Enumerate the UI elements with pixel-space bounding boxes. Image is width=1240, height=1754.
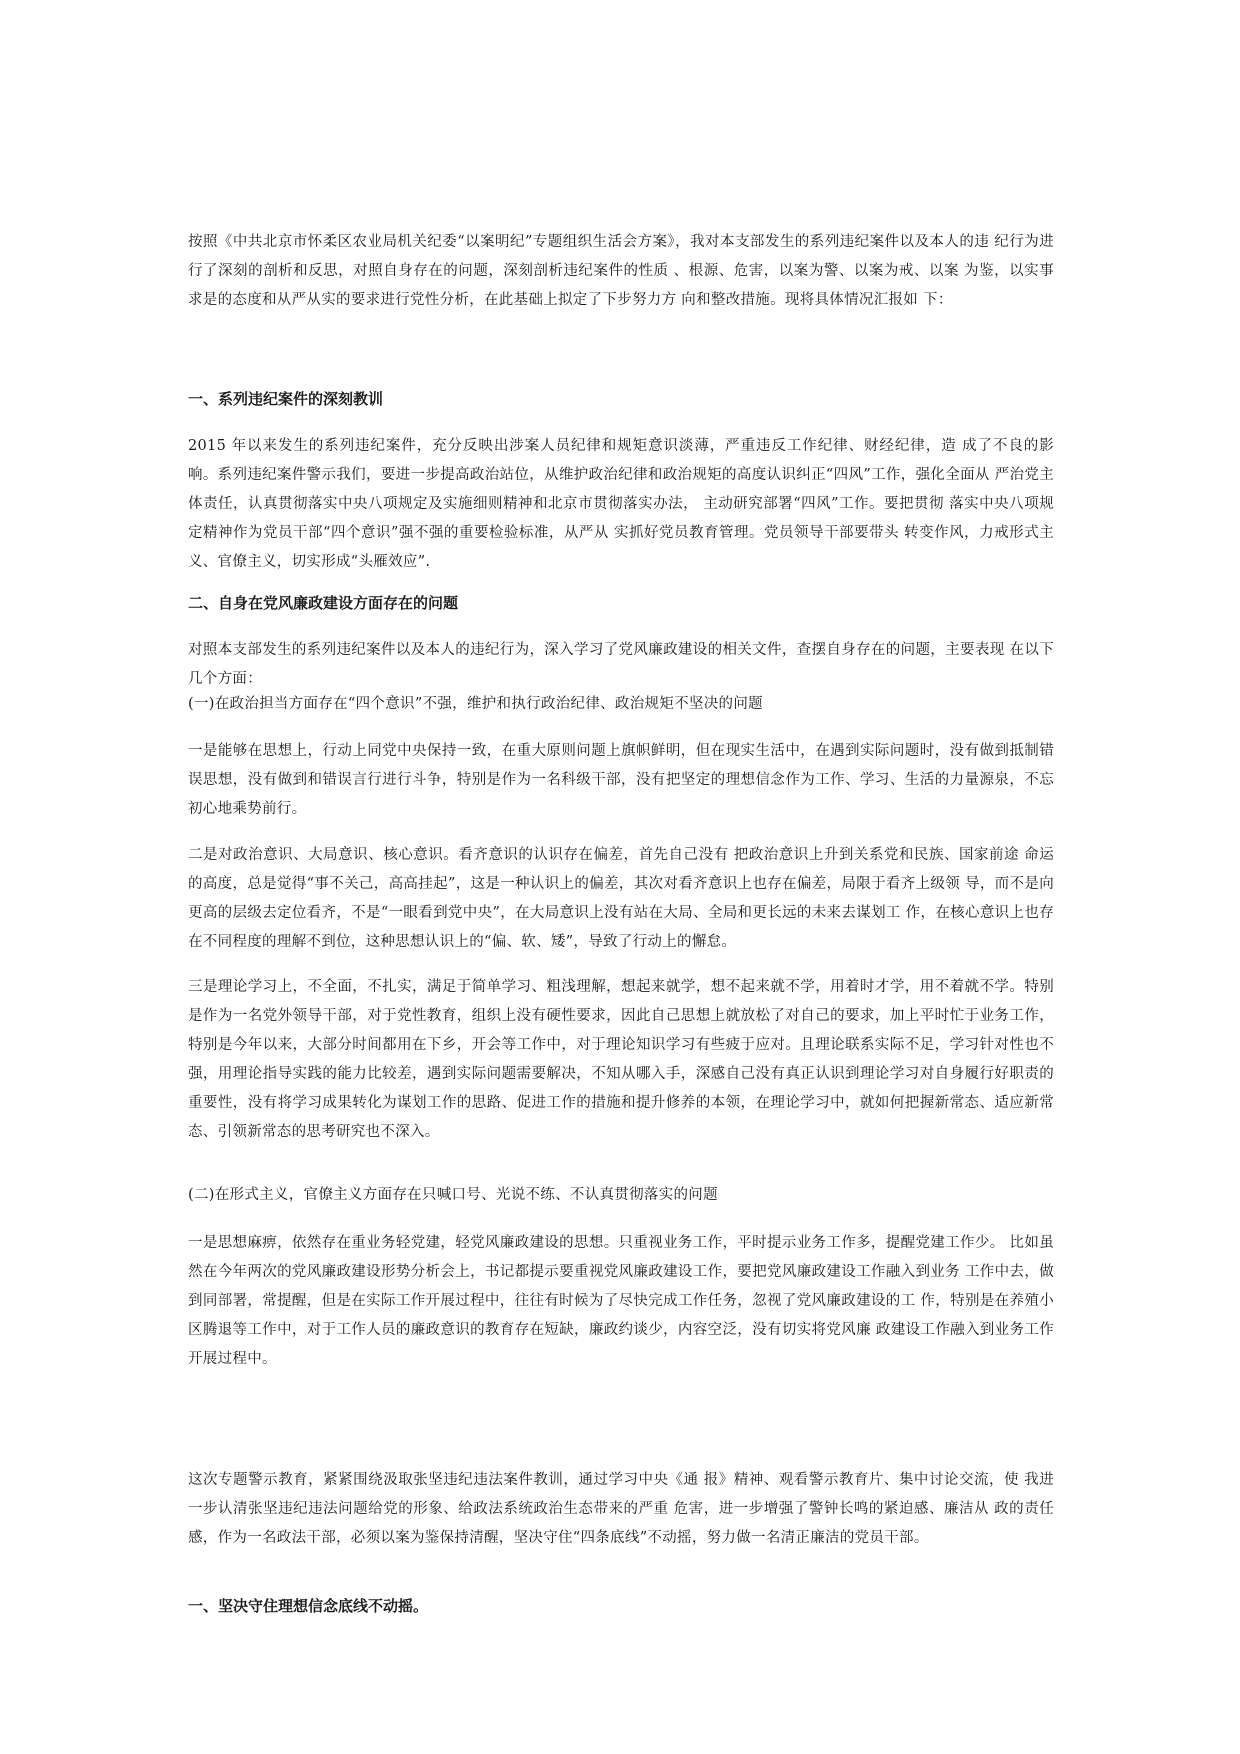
heading-problems: 二、自身在党风廉政建设方面存在的问题 [188, 594, 459, 612]
intro-paragraph: 按照《中共北京市怀柔区农业局机关纪委“以案明纪”专题组织生活会方案》，我对本支部发生的系列违纪案件以及本人的违 纪行为进行了深刻的剖析和反思，对照自身存在的问题，深刻剖析违纪案件的性质 、根源、危害，以案为警、以案为戒、以案 为鉴，以实事求是的态度和从严从实的要求进行党性分析，在此基础上拟定了下步努力方 向和整改措施。现将具体情况汇报如 下： [188, 234, 1054, 308]
paragraph-point-three: 三是理论学习上，不全面，不扎实，满足于简单学习、粗浅理解，想起来就学，想不起来就不学，用着时才学，用不着就不学。特别是作为一名党外领导干部，对于党性教育，组织上没有硬性要求，因此自己思想上就放松了对自己的要求，加上平时忙于业务工作，特别是今年以来，大部分时间都用在下乡，开会等工作中，对于理论知识学习有些疲于应对。且理论联系实际不足，学习针对性也不强，用理论指导实践的能力比较差，遇到实际问题需要解决，不知从哪入手，深感自己没有真正认识到理论学习对自身履行好职责的重要性，没有将学习成果转化为谋划工作的思路、促进工作的措施和提升修养的本领，在理论学习中，就如何把握新常态、适应新常态、引领新常态的思考研究也不深入。 [188, 979, 1054, 1140]
paragraph-formalism-point: 一是思想麻痹，依然存在重业务轻党建，轻党风廉政建设的思想。只重视业务工作，平时提示业务工作多，提醒党建工作少。 比如虽然在今年两次的党风廉政建设形势分析会上，书记都提示要重视党风廉政建设工作，要把党风廉政建设工作融入到业务 工作中去，做到同部署，常提醒，但是在实际工作开展过程中，往往有时候为了尽快完成工作任务，忽视了党风廉政建设的工 作，特别是在养殖小区腾退等工作中，对于工作人员的廉政意识的教育存在短缺，廉政约谈少，内容空泛，没有切实将党风廉 政建设工作融入到业务工作开展过程中。 [188, 1235, 1054, 1367]
subheading-political: (一)在政治担当方面存在“四个意识”不强，维护和执行政治纪律、政治规矩不坚决的问题 [188, 696, 763, 712]
heading-lessons: 一、系列违纪案件的深刻教训 [188, 390, 384, 408]
paragraph-point-two: 二是对政治意识、大局意识、核心意识。看齐意识的认识存在偏差，首先自己没有 把政治意识上升到关系党和民族、国家前途 命运的高度，总是觉得“事不关己，高高挂起”，这是一种认识上的偏差，其次对看齐意识上也存在偏差，局限于看齐上级领 导，而不是向更高的层级去定位看齐，不是“一眼看到党中央”，在大局意识上没有站在大局、全局和更长远的未来去谋划工 作，在核心意识上也存在不同程度的理解不到位，这种思想认识上的“偏、软、矮”，导致了行动上的懈怠。 [188, 847, 1054, 950]
warning-education-paragraph: 这次专题警示教育，紧紧围绕汲取张坚违纪违法案件教训，通过学习中央《通 报》精神、观看警示教育片、集中讨论交流，使 我进一步认清张坚违纪违法问题给党的形象、给政法系统政治生态带来的严重 危害，进一步增强了警钟长鸣的紧迫感、廉洁从 政的责任感，作为一名政法干部，必须以案为鉴保持清醒，坚决守住“四条底线”不动摇，努力做一名清正廉洁的党员干部。 [188, 1472, 1054, 1546]
problems-intro-paragraph: 对照本支部发生的系列违纪案件以及本人的违纪行为，深入学习了党风廉政建设的相关文件，查摆自身存在的问题，主要表现 在以下几个方面： [188, 642, 1054, 687]
lessons-paragraph: 2015 年以来发生的系列违纪案件，充分反映出涉案人员纪律和规矩意识淡薄，严重违反工作纪律、财经纪律，造 成了不良的影 响。系列违纪案件警示我们，要进一步提高政治站位，从维护政治纪律和政治规矩的高度认识纠正“四风”工作，强化全面从 严治党主体责任，认真贯彻落实中央八项规定及实施细则精神和北京市贯彻落实办法， 主动研究部署“四风”工作。要把贯彻 落实中央八项规定精神作为党员干部“四个意识”强不强的重要检验标准，从严从 实抓好党员教育管理。党员领导干部要带头 转变作风，力戒形式主义、官僚主义，切实形成“头雁效应”. [188, 438, 1054, 570]
heading-ideals: 一、坚决守住理想信念底线不动摇。 [188, 1597, 429, 1615]
subheading-formalism: (二)在形式主义，官僚主义方面存在只喊口号、光说不练、不认真贯彻落实的问题 [188, 1187, 718, 1203]
paragraph-point-one: 一是能够在思想上，行动上同党中央保持一致，在重大原则问题上旗帜鲜明，但在现实生活中，在遇到实际问题时，没有做到抵制错误思想，没有做到和错误言行进行斗争，特别是作为一名科级干部，没有把坚定的理想信念作为工作、学习、生活的力量源泉，不忘初心地乘势前行。 [188, 743, 1054, 817]
